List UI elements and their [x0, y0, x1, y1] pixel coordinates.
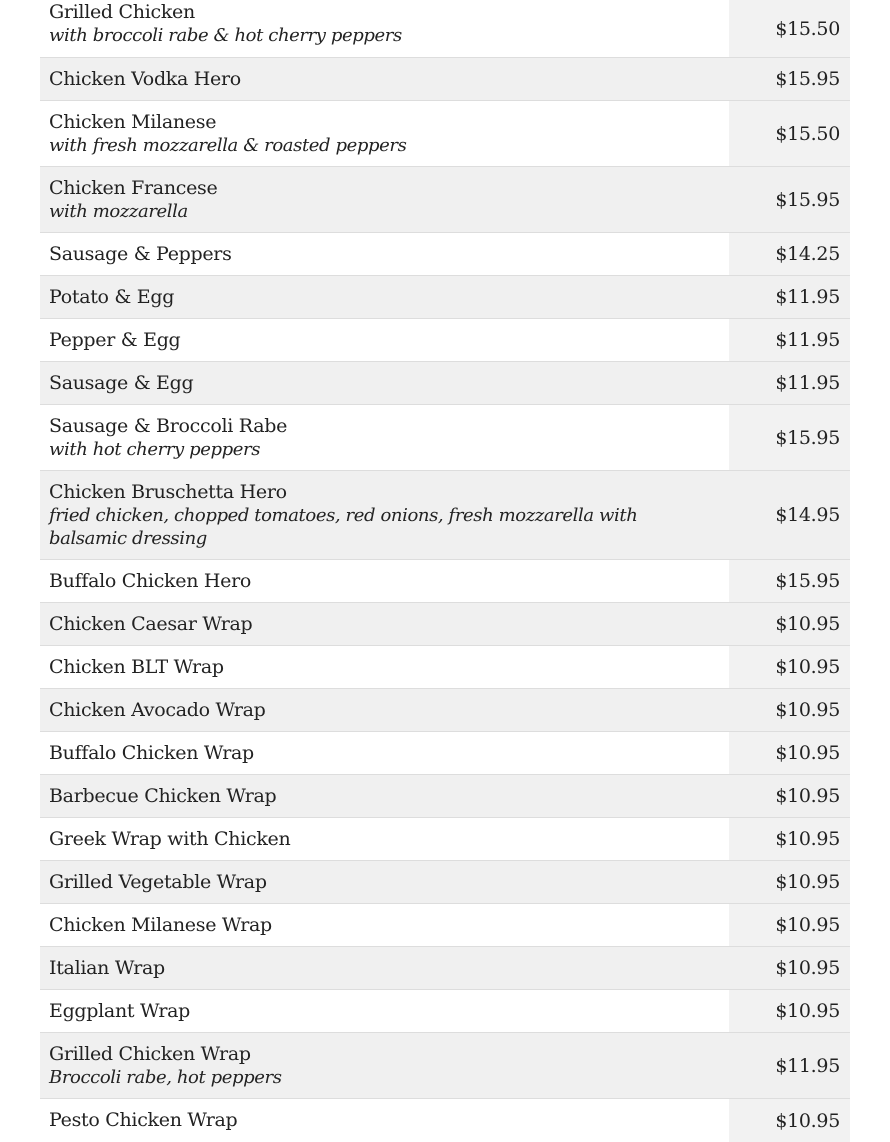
item-cell	[40, 471, 729, 559]
item-price: $15.95	[729, 405, 850, 470]
item-name: Italian Wrap	[49, 956, 165, 979]
item-name: Eggplant Wrap	[49, 999, 191, 1022]
table-row	[40, 101, 850, 167]
table-row	[40, 471, 850, 560]
table-row	[40, 689, 850, 732]
item-price: $10.95	[729, 947, 850, 989]
table-row	[40, 233, 850, 276]
item-cell	[40, 990, 729, 1032]
item-price: $10.95	[729, 646, 850, 688]
item-cell	[40, 1033, 729, 1098]
item-price: $15.95	[729, 58, 850, 100]
table-row	[40, 405, 850, 471]
item-cell	[40, 947, 729, 989]
item-price: $15.50	[729, 101, 850, 166]
item-name: Sausage & Broccoli Rabe	[49, 414, 288, 437]
table-row	[40, 362, 850, 405]
item-price: $14.25	[729, 233, 850, 275]
item-description: with mozzarella	[49, 200, 188, 222]
item-price: $10.95	[729, 861, 850, 903]
item-name: Grilled Vegetable Wrap	[49, 870, 267, 893]
item-cell	[40, 646, 729, 688]
table-row	[40, 1033, 850, 1099]
item-cell	[40, 1099, 729, 1142]
item-price: $15.95	[729, 560, 850, 602]
item-price: $14.95	[729, 471, 850, 559]
item-cell	[40, 233, 729, 275]
item-name: Chicken Caesar Wrap	[49, 612, 253, 635]
item-price: $15.50	[729, 0, 850, 57]
table-row	[40, 167, 850, 233]
item-name: Buffalo Chicken Wrap	[49, 741, 254, 764]
item-price: $15.95	[729, 167, 850, 232]
item-description: Broccoli rabe, hot peppers	[49, 1066, 282, 1088]
table-row	[40, 732, 850, 775]
item-price: $10.95	[729, 990, 850, 1032]
table-row	[40, 319, 850, 362]
item-price: $10.95	[729, 689, 850, 731]
table-row	[40, 818, 850, 861]
item-name: Chicken Francese	[49, 176, 218, 199]
item-price: $11.95	[729, 362, 850, 404]
table-row	[40, 646, 850, 689]
item-cell	[40, 560, 729, 602]
table-row	[40, 276, 850, 319]
table-row	[40, 775, 850, 818]
item-name: Chicken Bruschetta Hero	[49, 480, 287, 503]
item-name: Grilled Chicken	[49, 1, 195, 23]
item-name: Potato & Egg	[49, 285, 175, 308]
item-price: $10.95	[729, 732, 850, 774]
item-description: fried chicken, chopped tomatoes, red onions, fresh mozzarella with balsamic dressing	[49, 504, 638, 549]
item-cell	[40, 775, 729, 817]
item-price: $10.95	[729, 603, 850, 645]
table-row	[40, 861, 850, 904]
item-price: $11.95	[729, 1033, 850, 1098]
item-name: Greek Wrap with Chicken	[49, 827, 291, 850]
table-row	[40, 1099, 850, 1142]
item-cell	[40, 362, 729, 404]
item-price: $11.95	[729, 319, 850, 361]
item-cell	[40, 0, 729, 57]
item-description: with hot cherry peppers	[49, 438, 261, 460]
item-price: $10.95	[729, 775, 850, 817]
item-name: Chicken Milanese	[49, 110, 217, 133]
item-cell	[40, 732, 729, 774]
table-row	[40, 947, 850, 990]
table-row	[40, 904, 850, 947]
menu-table	[40, 0, 850, 1142]
item-name: Buffalo Chicken Hero	[49, 569, 252, 592]
item-name: Barbecue Chicken Wrap	[49, 784, 277, 807]
item-cell	[40, 689, 729, 731]
item-cell	[40, 319, 729, 361]
item-description: with broccoli rabe & hot cherry peppers	[49, 25, 402, 46]
table-row	[40, 603, 850, 646]
item-price: $10.95	[729, 1099, 850, 1142]
item-cell	[40, 58, 729, 100]
item-cell	[40, 861, 729, 903]
item-name: Pesto Chicken Wrap	[49, 1109, 238, 1131]
item-price: $10.95	[729, 818, 850, 860]
item-cell	[40, 276, 729, 318]
item-name: Chicken Vodka Hero	[49, 67, 241, 90]
table-row	[40, 560, 850, 603]
item-cell	[40, 818, 729, 860]
item-cell	[40, 167, 729, 232]
item-name: Grilled Chicken Wrap	[49, 1042, 251, 1065]
item-price: $10.95	[729, 904, 850, 946]
item-name: Sausage & Egg	[49, 371, 194, 394]
item-description: with fresh mozzarella & roasted peppers	[49, 134, 407, 156]
table-row	[40, 990, 850, 1033]
table-row	[40, 58, 850, 101]
item-cell	[40, 405, 729, 470]
item-name: Chicken BLT Wrap	[49, 655, 224, 678]
item-name: Pepper & Egg	[49, 328, 181, 351]
item-price: $11.95	[729, 276, 850, 318]
table-row	[40, 0, 850, 58]
item-name: Chicken Avocado Wrap	[49, 698, 266, 721]
item-name: Sausage & Peppers	[49, 242, 232, 265]
item-cell	[40, 101, 729, 166]
item-name: Chicken Milanese Wrap	[49, 913, 272, 936]
item-cell	[40, 904, 729, 946]
item-cell	[40, 603, 729, 645]
